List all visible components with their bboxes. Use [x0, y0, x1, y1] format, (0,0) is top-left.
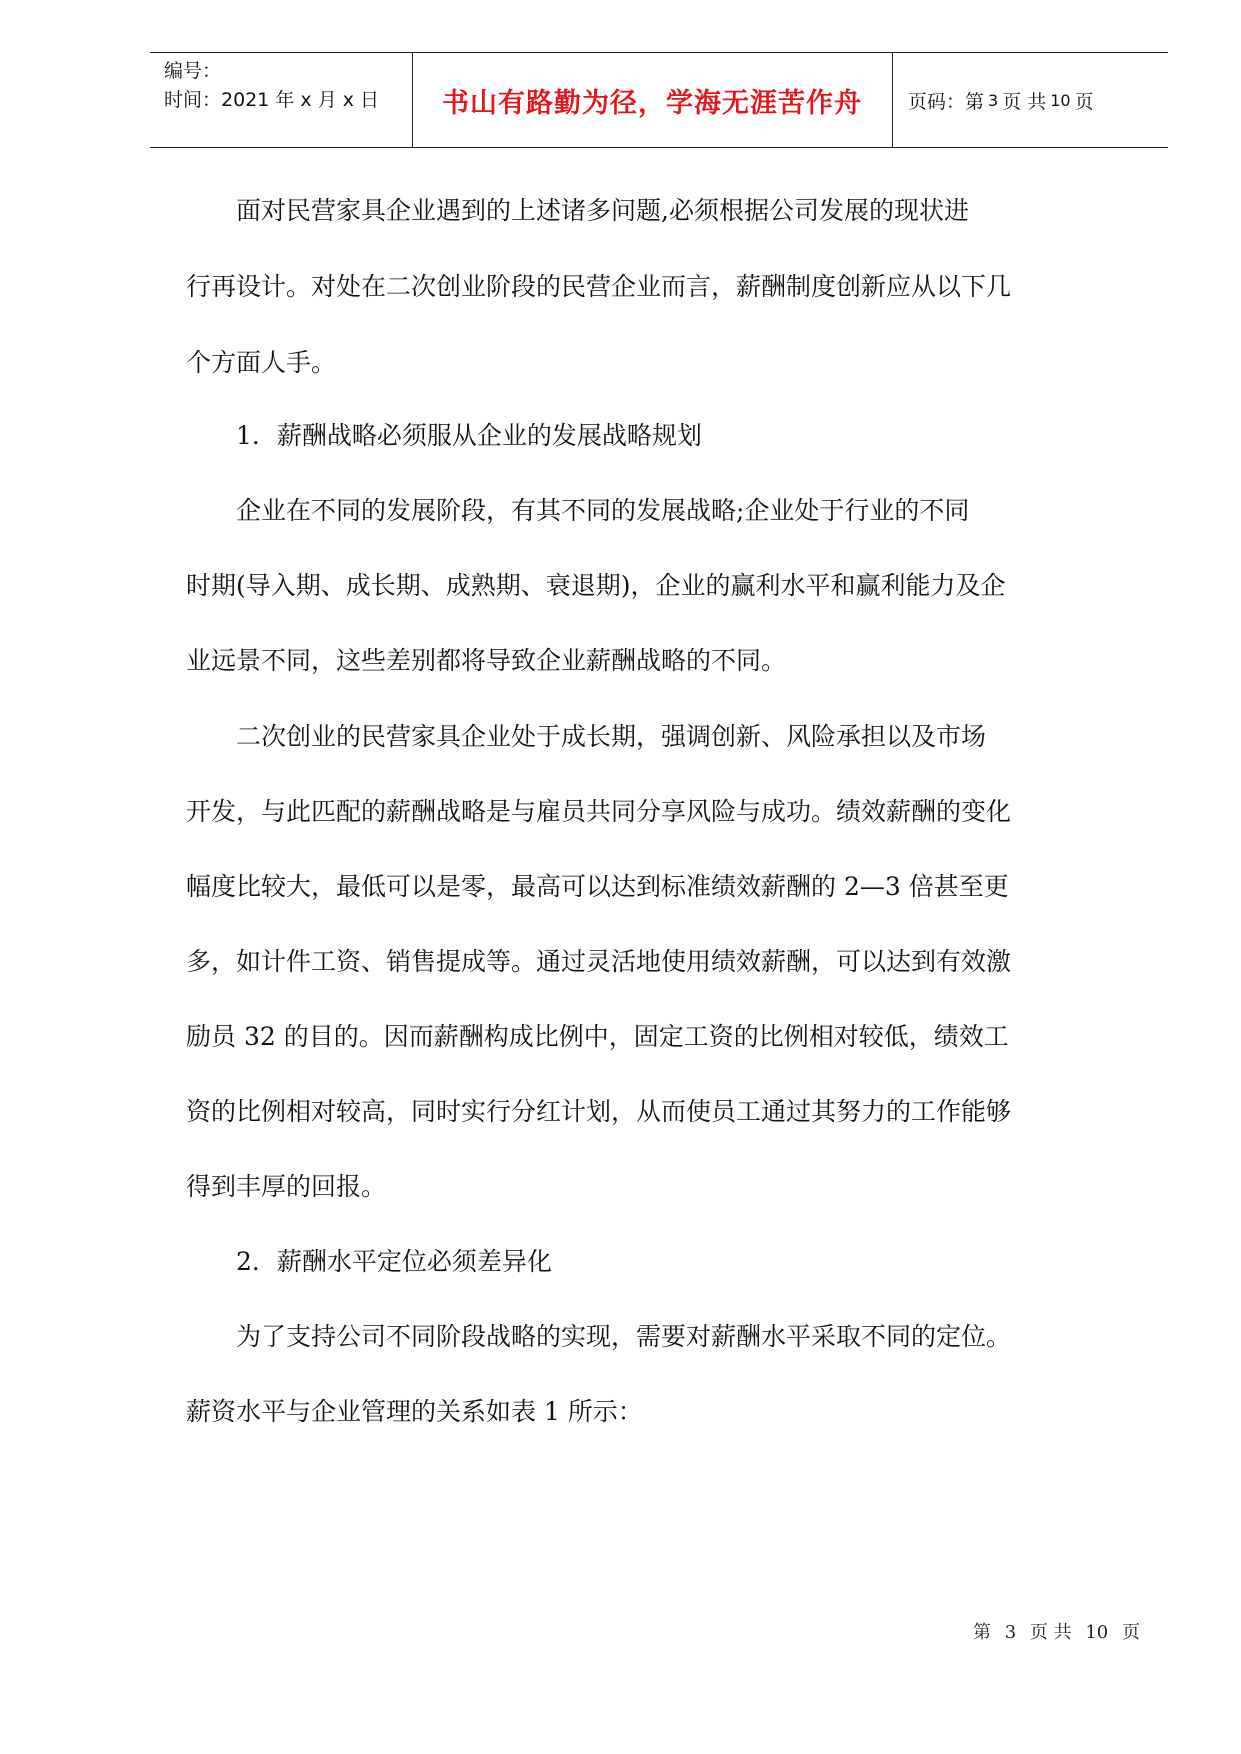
body-line: 时期(导入期、成长期、成熟期、衰退期)，企业的赢利水平和赢利能力及企 — [186, 571, 1006, 600]
header-motto: 书山有路勤为径，学海无涯苦作舟 — [442, 87, 862, 119]
footer-total: 10 — [1085, 1622, 1109, 1643]
body-line: 幅度比较大，最低可以是零，最高可以达到标准绩效薪酬的 2—3 倍甚至更 — [186, 872, 1009, 901]
page-suffix: 页 — [1074, 90, 1094, 113]
page-footer — [0, 1618, 1140, 1644]
body-line: 薪资水平与企业管理的关系如表 1 所示： — [186, 1397, 643, 1426]
page-current: 3 — [988, 90, 999, 110]
footer-suffix: 页 — [1122, 1622, 1140, 1643]
body-line: 行再设计。对处在二次创业阶段的民营企业而言，薪酬制度创新应从以下几 — [186, 272, 1012, 301]
body-line: 开发，与此匹配的薪酬战略是与雇员共同分享风险与成功。绩效薪酬的变化 — [186, 797, 1012, 826]
section-heading: 1．薪酬战略必须服从企业的发展战略规划 — [186, 421, 702, 450]
page-prefix: 页码：第 — [908, 90, 985, 113]
body-line: 多，如计件工资、销售提成等。通过灵活地使用绩效薪酬，可以达到有效激 — [186, 947, 1012, 976]
body-line: 面对民营家具企业遇到的上述诸多问题,必须根据公司发展的现状进 — [186, 196, 969, 225]
section-heading: 2．薪酬水平定位必须差异化 — [186, 1247, 552, 1276]
footer-mid: 页 共 — [1029, 1622, 1072, 1643]
body-line: 为了支持公司不同阶段战略的实现，需要对薪酬水平采取不同的定位。 — [186, 1322, 1012, 1351]
body-line: 得到丰厚的回报。 — [186, 1172, 387, 1201]
body-line: 企业在不同的发展阶段，有其不同的发展战略;企业处于行业的不同 — [186, 496, 970, 525]
page-header — [150, 52, 1168, 148]
header-divider-right — [892, 53, 893, 147]
header-meta — [164, 57, 404, 115]
date-label: 时间：2021 年 x 月 x 日 — [164, 89, 380, 111]
page-mid: 页 共 — [1002, 90, 1047, 113]
header-page-number — [908, 53, 1094, 147]
footer-current: 3 — [1004, 1622, 1017, 1643]
body-line: 二次创业的民营家具企业处于成长期，强调创新、风险承担以及市场 — [186, 722, 987, 751]
footer-prefix: 第 — [972, 1622, 991, 1643]
body-line: 业远景不同，这些差别都将导致企业薪酬战略的不同。 — [186, 646, 787, 675]
body-line: 资的比例相对较高，同时实行分红计划，从而使员工通过其努力的工作能够 — [186, 1097, 1012, 1126]
body-line: 个方面人手。 — [186, 348, 337, 377]
page-total: 10 — [1050, 90, 1071, 110]
serial-number-label: 编号： — [164, 60, 222, 82]
body-line: 励员 32 的目的。因而薪酬构成比例中，固定工资的比例相对较低，绩效工 — [186, 1022, 1009, 1051]
